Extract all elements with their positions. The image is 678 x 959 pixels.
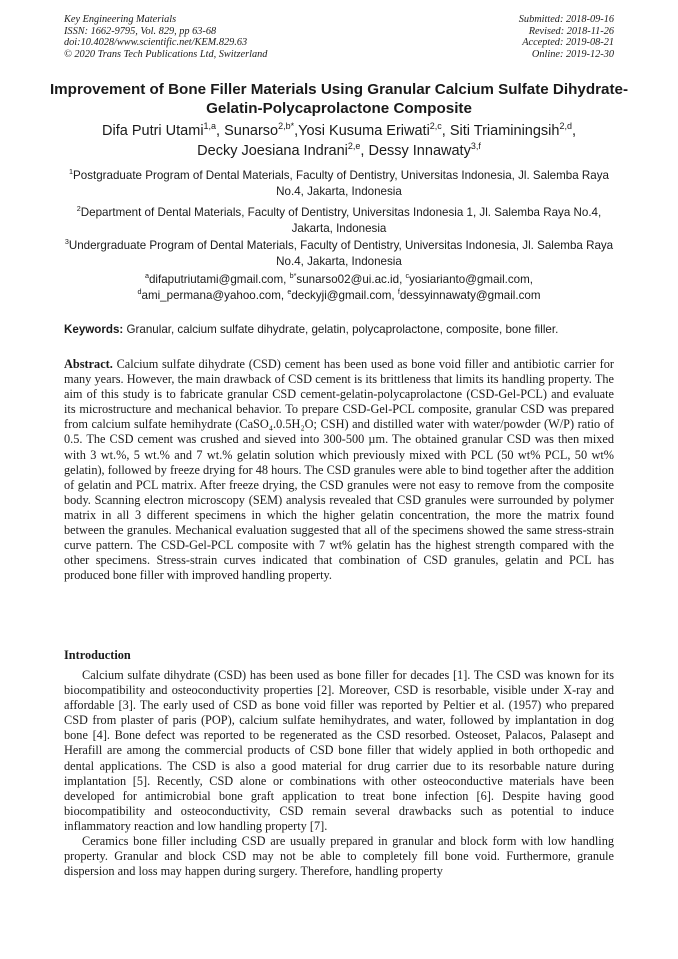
introduction-body bbox=[64, 668, 614, 879]
journal-copyright: © 2020 Trans Tech Publications Ltd, Switzerland bbox=[64, 48, 268, 60]
paragraph: Calcium sulfate dihydrate (CSD) has been used as bone filler for decades [1]. The CSD was known for its biocompatibility and osteoconductivity properties [2]. Moreover, CSD is resorbable, visible under X-ray and affordable [3]. The early used of CSD as bone void filler was reported by Peltier et al. (1957) who prepared CSD from plaster of paris (POP), calcium sulfate hemihydrates, and water, followed by implantation in dog bone [4]. Bone defect was reported to be regenerated as the CSD resorbed. Osteoset, Palacos, Palasept and Herafill are among the commercial products of CSD bone filler that widely applied in both orthopedic and dental applications. The CSD is also a good material for drug carrier due to its resorbable nature during implantation [5]. Recently, CSD alone or combinations with other osteoconductive materials have been developed for antimicrobial bone graft application to treat bone infection [6]. Despite having good biocompatibility and osteoconductivity, CSD remain several drawbacks such as potential to induce inflammatory reaction and low handling property [7]. bbox=[64, 668, 614, 833]
paper-title: Improvement of Bone Filler Materials Using Granular Calcium Sulfate Dihydrate-Gelatin-Polycaprolactone Composite bbox=[49, 81, 629, 117]
author: Dessy Innawaty$^{3,f}$ bbox=[368, 140, 481, 159]
author: Sunarso$^{2,b*}$ bbox=[224, 121, 295, 139]
journal-issn: ISSN: 1662-9795, Vol. 829, pp 63-68 bbox=[64, 25, 217, 37]
author: Decky Joesiana Indrani$^{2,e}$ bbox=[197, 140, 361, 159]
email[interactable]: $^a$difaputriutami@gmail.com bbox=[144, 271, 284, 286]
email[interactable]: $^{b*}$sunarso02@ui.ac.id bbox=[289, 271, 400, 286]
affiliation: $^1$Postgraduate Program of Dental Materials, Faculty of Dentistry, Universitas Indonesia, Jl. Salemba Raya No.4, Jakarta, Indonesia bbox=[69, 167, 609, 198]
date-online: Online: 2019-12-30 bbox=[531, 48, 614, 60]
paragraph: Ceramics bone filler including CSD are usually prepared in granular and block form with low handling property. Granular and block CSD may not be able to completely fill bone void. Furthermore, granule dispersion and loss may happen during surgery. Therefore, handling property bbox=[64, 834, 614, 879]
section-heading: Introduction bbox=[64, 648, 131, 662]
affiliation: $^2$Department of Dental Materials, Faculty of Dentistry, Universitas Indonesia 1, Jl. Salemba Raya No.4, Jakarta, Indonesia bbox=[76, 204, 602, 235]
keywords-text: Granular, calcium sulfate dihydrate, gelatin, polycaprolactone, composite, bone filler. bbox=[126, 323, 559, 336]
date-submitted: Submitted: 2018-09-16 bbox=[518, 14, 614, 25]
email[interactable]: $^d$ami_permana@yahoo.com bbox=[137, 286, 281, 302]
article-dates bbox=[519, 14, 614, 60]
affiliation: $^3$Undergraduate Program of Dental Materials, Faculty of Dentistry, Universitas Indonesia, Jl. Salemba Raya No.4, Jakarta, Indonesia bbox=[64, 237, 614, 268]
keywords-label: Keywords: bbox=[64, 323, 124, 336]
author: Siti Triaminingsih$^{2,d}$ bbox=[449, 121, 572, 139]
journal-info bbox=[64, 14, 267, 60]
email[interactable]: $^c$yosiarianto@gmail.com bbox=[405, 271, 530, 286]
abstract bbox=[64, 357, 614, 583]
abstract-text: Calcium sulfate dihydrate (CSD) cement has been used as bone void filler and antibiotic carrier for many years. However, the main drawback of CSD cement is its brittleness that limits its handling property. The aim of this study is to fabricate granular CSD cement-gelatin-polycaprolactone (CSD-Gel-PCL) and evaluate its microstructure and mechanical behavior. To prepare CSD-Gel-PCL composite, granular CSD was prepared from calcium sulfate hemihydrate (CaSO₄.0.5H₂O; CSH) and distilled water with water/powder (W/P) ratio of 0.5. The CSD cement was crushed and sieved into 300-500 µm. The obtained granular CSD was then mixed with 3 wt.%, 5 wt.% and 7 wt.% gelatin solution which previously mixed with PCL (50 wt% PCL, 50 wt% gelatin), followed by freeze drying for 48 hours. The CSD granules were able to bind together after the addition of gelatin and PCL matrix. After freeze drying, the CSD granules were not easy to remove from the composite body. Scanning electron microscopy (SEM) analysis revealed that CSD granules were surrounded by polymer matrix in all 3 different specimens in which the higher gelatin concentration, the more the matrix found between the granules. Mechanical evaluation suggested that all of the specimens showed the same stress-strain curve pattern. The CSD-Gel-PCL composite with 7 wt% gelatin has the highest strength compared with the other specimens. Stress-strain curves indicated that combination of CSD granules, gelatin and PCL has produced bone filler with improved handling property. bbox=[64, 357, 614, 583]
journal-doi: doi:10.4028/www.scientific.net/KEM.829.63 bbox=[64, 37, 248, 49]
author-list: Difa Putri Utami$^{1,a}$, Sunarso$^{2,b*}$,Yosi Kusuma Eriwati$^{2,c}$, Siti Triaminingsih$^{2,d}$, Decky Joesiana Indrani$^{2,e}$, Dessy Innawaty$^{3,f}$ bbox=[102, 121, 576, 159]
author: Yosi Kusuma Eriwati$^{2,c}$ bbox=[298, 121, 442, 139]
date-revised: Revised: 2018-11-26 bbox=[528, 25, 614, 37]
date-accepted: Accepted: 2019-08-21 bbox=[522, 37, 614, 49]
author-emails: $^a$difaputriutami@gmail.com, $^{b*}$sunarso02@ui.ac.id, $^c$yosiarianto@gmail.com, $^d$ami_permana@yahoo.com, $^e$deckyji@gmail.com, $^f$dessyinnawaty@gmail.com bbox=[137, 271, 541, 302]
email[interactable]: $^e$deckyji@gmail.com bbox=[287, 286, 392, 302]
journal-name: Key Engineering Materials bbox=[64, 14, 177, 25]
keywords bbox=[64, 322, 638, 337]
abstract-label: Abstract. bbox=[64, 357, 113, 371]
author: Difa Putri Utami$^{1,a}$ bbox=[102, 121, 217, 139]
email[interactable]: $^f$dessyinnawaty@gmail.com bbox=[397, 286, 541, 302]
